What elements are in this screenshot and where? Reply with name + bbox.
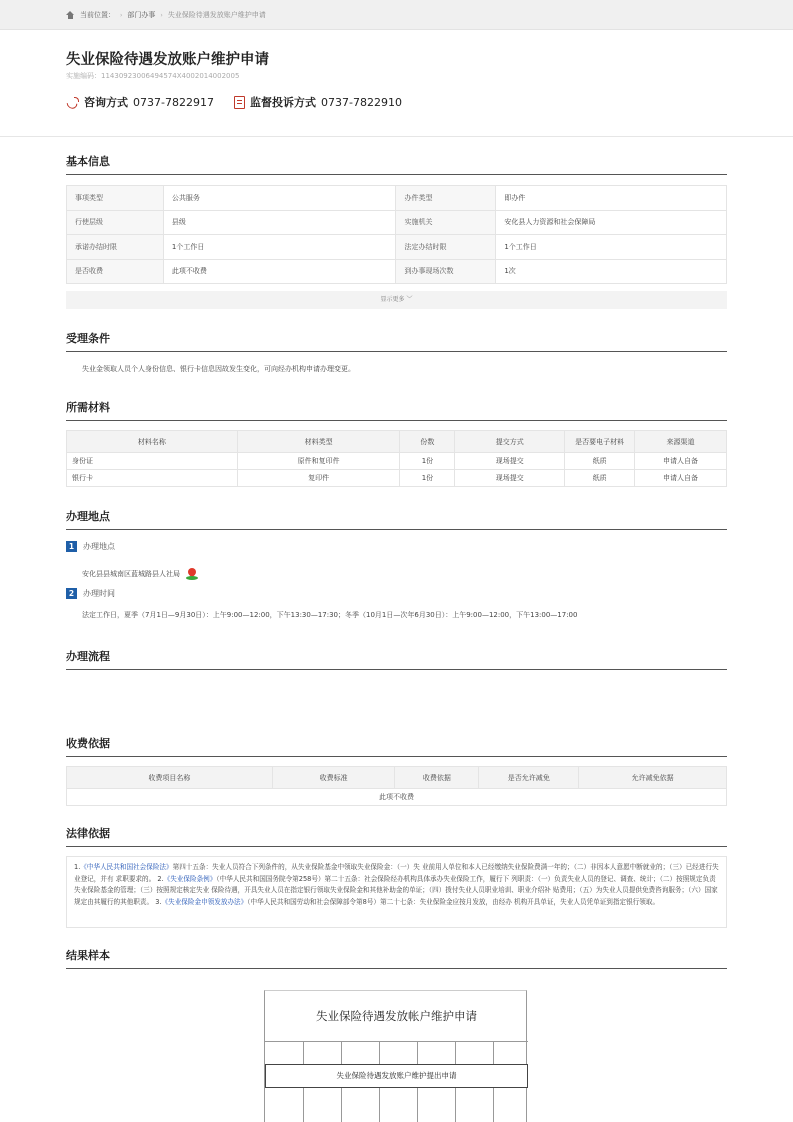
law-link-social-insurance[interactable]: 《中华人民共和国社会保险法》 xyxy=(80,863,173,871)
table-cell: 申请人自备 xyxy=(635,470,727,487)
step-hours xyxy=(66,588,115,599)
sample-grid-line xyxy=(379,1088,380,1122)
step-location xyxy=(66,541,115,552)
chevron-right-icon: › xyxy=(120,11,123,19)
table-cell: 即办件 xyxy=(496,186,727,211)
table-cell: 安化县人力资源和社会保障局 xyxy=(496,210,727,235)
sample-grid-line xyxy=(417,1041,418,1064)
table-cell: 事项类型 xyxy=(67,186,164,211)
home-icon[interactable] xyxy=(66,11,75,19)
column-header: 允许减免依据 xyxy=(579,767,727,789)
table-cell: 现场提交 xyxy=(455,453,565,470)
table-cell: 法定办结时限 xyxy=(396,235,496,260)
breadcrumb-link-department[interactable]: 部门办事 xyxy=(127,11,156,19)
law-link-payment-method[interactable]: 《失业保险金申领发放办法》 xyxy=(161,897,248,906)
sample-grid-line xyxy=(455,1041,456,1064)
basic-info-table xyxy=(66,185,727,284)
table-row xyxy=(67,186,727,211)
step-number: 1 xyxy=(66,541,77,552)
consult-phone: 0737-7822917 xyxy=(133,95,214,109)
office-hours: 法定工作日，夏季（7月1日—9月30日）：上午9:00—12:00，下午13:30—17:30；冬季（10月1日—次年6月30日）：上午9:00—12:00，下午13:00—17:00 xyxy=(82,611,578,619)
page-header xyxy=(0,30,793,137)
table-cell: 到办事现场次数 xyxy=(396,259,496,284)
column-header: 份数 xyxy=(400,431,455,453)
breadcrumb-current: 失业保险待遇发放账户维护申请 xyxy=(167,11,266,19)
step-label: 办理时间 xyxy=(83,589,115,598)
section-title-basic-info: 基本信息 xyxy=(66,153,727,175)
section-title-process: 办理流程 xyxy=(66,648,727,670)
law-text xyxy=(66,856,727,928)
table-cell: 行使层级 xyxy=(67,210,164,235)
law-number: 1. xyxy=(74,863,81,871)
column-header: 提交方式 xyxy=(455,431,565,453)
table-row xyxy=(67,470,727,487)
step-label: 办理地点 xyxy=(83,542,115,551)
law-paragraph: （中华人民共和国劳动和社会保障部令第8号）第二十七条：失业保险金应按月发放，由经办 机构开具单证，失业人员凭单证到指定银行领取。 xyxy=(247,897,660,906)
section-title-location: 办理地点 xyxy=(66,508,727,530)
law-link-unemployment-regulation[interactable]: 《失业保险条例》 xyxy=(163,874,217,883)
column-header: 收费依据 xyxy=(395,767,479,789)
table-cell: 承诺办结时限 xyxy=(67,235,164,260)
table-cell: 银行卡 xyxy=(67,470,238,487)
column-header: 收费项目名称 xyxy=(67,767,273,789)
column-header: 来源渠道 xyxy=(635,431,727,453)
document-icon xyxy=(234,96,245,109)
table-cell: 1次 xyxy=(496,259,727,284)
breadcrumb xyxy=(66,10,266,20)
complaint-label: 监督投诉方式 xyxy=(250,96,316,109)
conditions-text: 失业金领取人员个人身份信息、银行卡信息因故发生变化，可向经办机构申请办理变更。 xyxy=(82,365,355,373)
column-header: 是否要电子材料 xyxy=(565,431,635,453)
complaint-phone: 0737-7822910 xyxy=(321,95,402,109)
chevron-right-icon: › xyxy=(160,11,163,19)
table-cell: 1份 xyxy=(400,470,455,487)
sample-grid-line xyxy=(493,1041,494,1064)
section-title-materials: 所需材料 xyxy=(66,399,727,421)
sample-process-box: 失业保险待遇发放账户维护提出申请 xyxy=(265,1064,528,1088)
table-header-row xyxy=(67,431,727,453)
consult-contact xyxy=(66,94,214,110)
address xyxy=(82,568,198,580)
step-number: 2 xyxy=(66,588,77,599)
table-cell: 现场提交 xyxy=(455,470,565,487)
breadcrumb-bar xyxy=(0,0,793,30)
consult-label: 咨询方式 xyxy=(84,96,128,109)
table-cell: 县级 xyxy=(163,210,396,235)
address-text: 安化县县城南区蓝城路县人社局 xyxy=(82,570,180,578)
materials-table xyxy=(66,430,727,487)
implementation-code: 实施编码：11430923006494574X4002014002005 xyxy=(66,72,240,80)
show-more-button[interactable]: 显示更多 ﹀ xyxy=(66,291,727,309)
complaint-contact xyxy=(234,94,402,110)
phone-icon xyxy=(66,96,79,109)
table-cell: 此项不收费 xyxy=(163,259,396,284)
table-header-row xyxy=(67,767,727,789)
column-header: 收费标准 xyxy=(272,767,395,789)
sample-grid-line xyxy=(303,1088,304,1122)
table-cell: 实施机关 xyxy=(396,210,496,235)
table-cell: 1个工作日 xyxy=(163,235,396,260)
sample-grid-line xyxy=(379,1041,380,1064)
table-row xyxy=(67,789,727,806)
section-title-law: 法律依据 xyxy=(66,825,727,847)
sample-grid-line xyxy=(303,1041,304,1064)
table-cell: 1个工作日 xyxy=(496,235,727,260)
table-cell: 1份 xyxy=(400,453,455,470)
table-cell: 纸质 xyxy=(565,470,635,487)
section-title-conditions: 受理条件 xyxy=(66,330,727,352)
table-cell: 身份证 xyxy=(67,453,238,470)
result-sample-image xyxy=(264,990,527,1122)
section-title-sample: 结果样本 xyxy=(66,947,727,969)
table-row xyxy=(67,235,727,260)
map-pin-icon[interactable] xyxy=(186,568,198,580)
section-title-fees: 收费依据 xyxy=(66,735,727,757)
table-cell: 复印件 xyxy=(237,470,400,487)
sample-grid-line xyxy=(455,1088,456,1122)
sample-grid-line xyxy=(341,1088,342,1122)
table-cell: 申请人自备 xyxy=(635,453,727,470)
table-cell: 公共服务 xyxy=(163,186,396,211)
table-row xyxy=(67,453,727,470)
table-cell: 原件和复印件 xyxy=(237,453,400,470)
law-paragraph: （中华人民共和国国务院令第258号）第二十五条：社会保险经办机构具体承办失业保险工作，履行下 列职责：（一）负责失业人员的登记、调查、统计；（二）按照规定负责失业保险基金的管理；（三）按照规定核定失业 保险待遇，开具失业人员在指定银行领取失业保险金和其他补助金的单证；（四）拨付失业人员职业培训、职业介绍补 贴费用；（五）为失业人员提供免费咨询服务；（六）国家规定由其履行的其他职责。 3. xyxy=(74,874,718,906)
sample-doc-title: 失业保险待遇发放帐户维护申请 xyxy=(316,1009,477,1023)
column-header: 是否允许减免 xyxy=(479,767,579,789)
table-row xyxy=(67,259,727,284)
table-cell: 纸质 xyxy=(565,453,635,470)
sample-grid-line xyxy=(265,1041,528,1042)
sample-grid-line xyxy=(417,1088,418,1122)
sample-grid-line xyxy=(341,1041,342,1064)
sample-grid-line xyxy=(493,1088,494,1122)
table-row xyxy=(67,210,727,235)
column-header: 材料名称 xyxy=(67,431,238,453)
fees-table xyxy=(66,766,727,806)
table-cell: 是否收费 xyxy=(67,259,164,284)
law-paragraph: 第四十五条：失业人员符合下列条件的，从失业保险基金中领取失业保险金：（一）失 业前用人单位和本人已经缴纳失业保险费满一年的；（二）非因本人意愿中断就业的；（三）已经进行失业登记，并有 求职要求的。 2. xyxy=(74,863,719,883)
page-title: 失业保险待遇发放账户维护申请 xyxy=(66,52,269,68)
column-header: 材料类型 xyxy=(237,431,400,453)
breadcrumb-label: 当前位置： xyxy=(80,11,115,19)
table-cell: 办件类型 xyxy=(396,186,496,211)
table-cell: 此项不收费 xyxy=(67,789,727,806)
